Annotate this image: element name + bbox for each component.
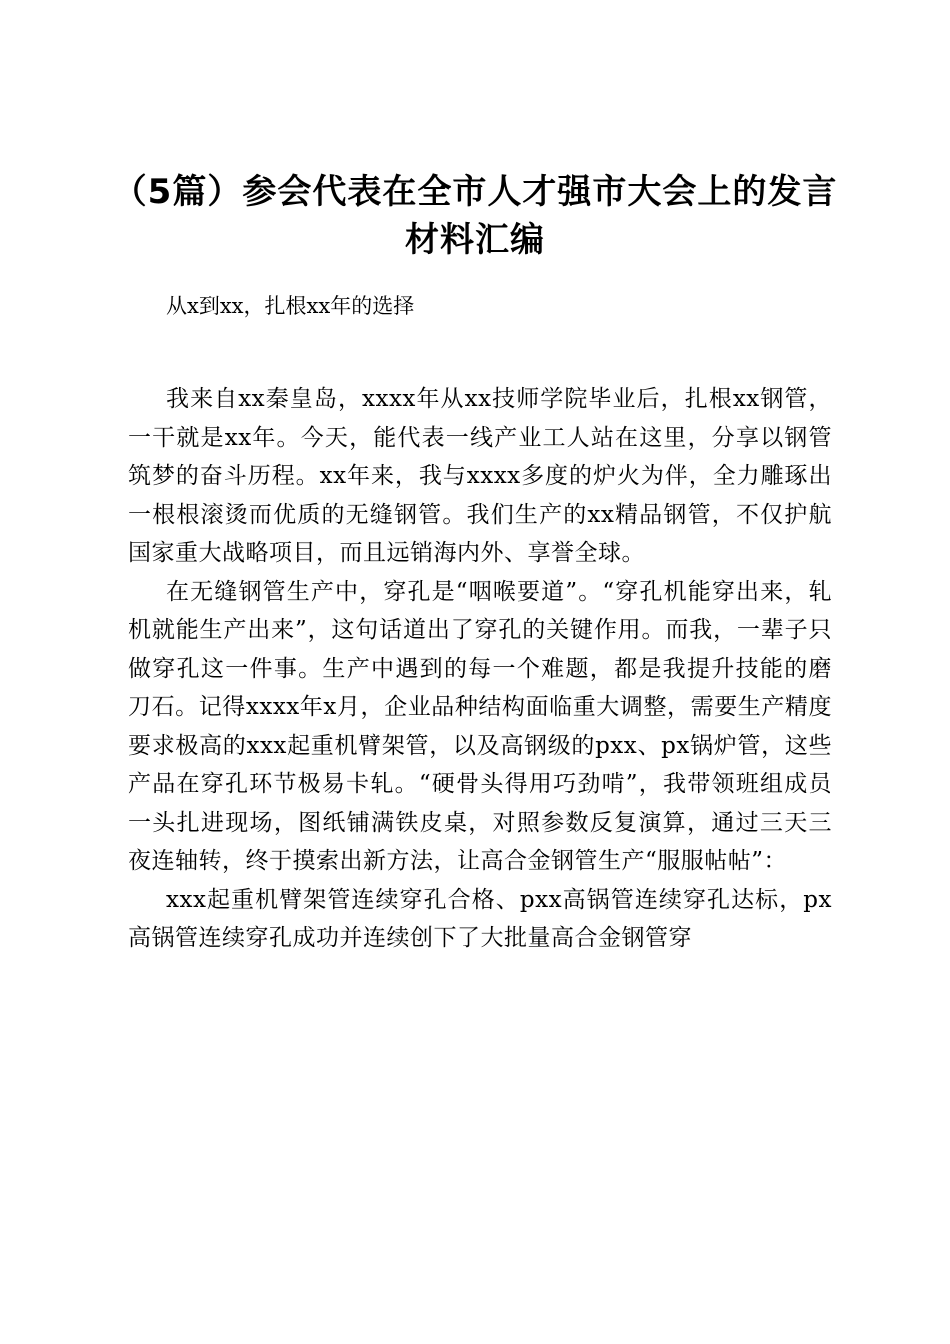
body-paragraph: 在无缝钢管生产中，穿孔是“咽喉要道”。“穿孔机能穿出来，轧机就能生产出来”，这句话道出了穿孔的关键作用。而我，一辈子只做穿孔这一件事。生产中遇到的每一个难题，都是我提升技能的磨刀石。记得xxxx年x月，企业品种结构面临重大调整，需要生产精度要求极高的xxx起重机臂架管，以及高钢级的pxx、px锅炉管，这些产品在穿孔环节极易卡轧。“硬骨头得用巧劲啃”，我带领班组成员一头扎进现场，图纸铺满铁皮桌，对照参数反复演算，通过三天三夜连轴转，终于摸索出新方法，让高合金钢管生产“服服帖帖”： (128, 578, 832, 874)
body-paragraph: xxx起重机臂架管连续穿孔合格、pxx高锅管连续穿孔达标，px高锅管连续穿孔成功并连续创下了大批量高合金钢管穿 (128, 886, 832, 951)
document-body (128, 380, 832, 958)
body-paragraph: 我来自xx秦皇岛，xxxx年从xx技师学院毕业后，扎根xx钢管，一干就是xx年。今天，能代表一线产业工人站在这里，分享以钢管筑梦的奋斗历程。xx年来，我与xxxx多度的炉火为伴，全力雕琢出一根根滚烫而优质的无缝钢管。我们生产的xx精品钢管，不仅护航国家重大战略项目，而且远销海内外、享誉全球。 (128, 386, 832, 566)
document-subtitle: 从x到xx，扎根xx年的选择 (166, 294, 415, 318)
document-title: （5篇）参会代表在全市人才强市大会上的发言材料汇编 (112, 172, 838, 260)
